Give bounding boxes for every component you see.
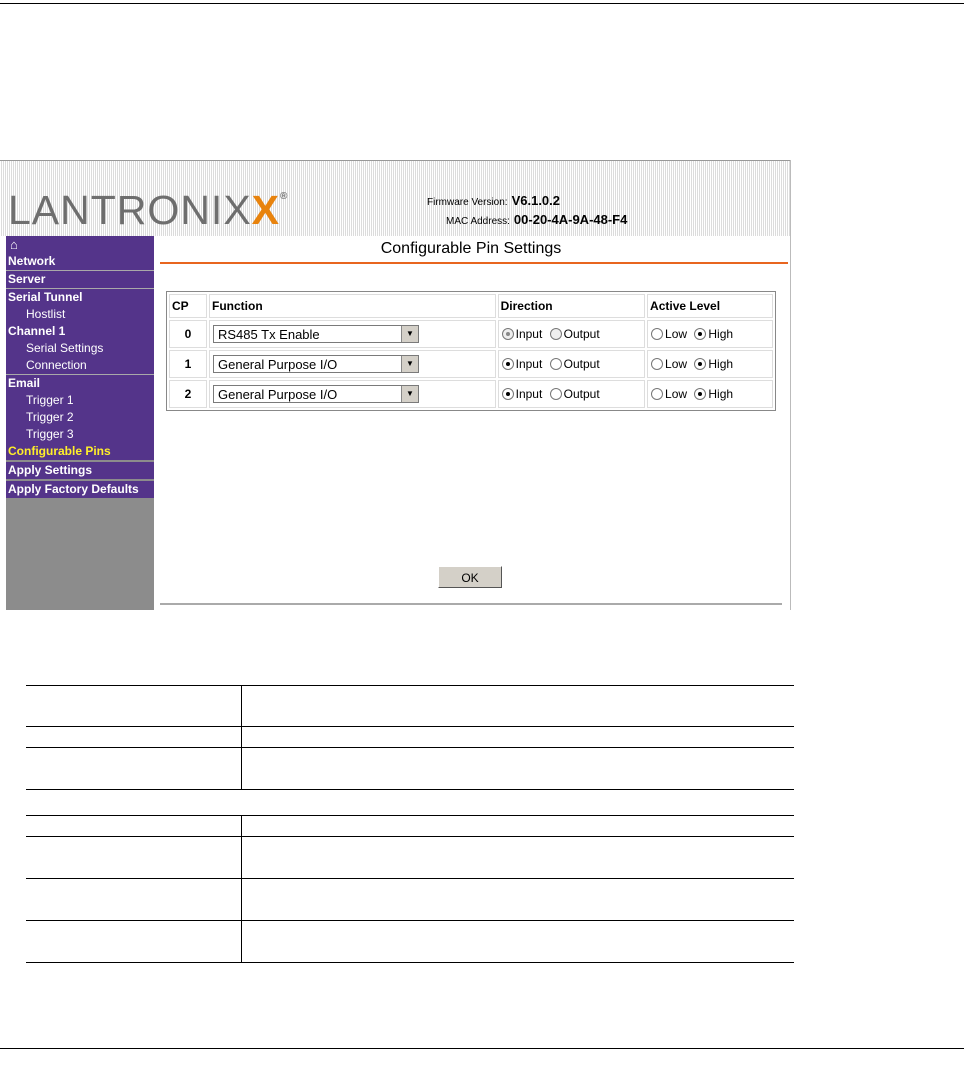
column-header-function: Function: [209, 294, 496, 318]
home-icon: ⌂: [10, 237, 18, 252]
direction-output-radio[interactable]: [550, 388, 562, 400]
sidebar-item-channel-1[interactable]: Channel 1: [8, 324, 66, 338]
function-select[interactable]: General Purpose I/O ▼: [213, 385, 419, 403]
function-select[interactable]: General Purpose I/O ▼: [213, 355, 419, 373]
table-row: [26, 837, 794, 879]
main-panel: [156, 236, 790, 610]
cp-number: 0: [169, 320, 207, 348]
table-row: [26, 790, 794, 816]
header-bar: [0, 160, 790, 237]
column-header-direction: Direction: [498, 294, 645, 318]
level-low-radio[interactable]: [651, 358, 663, 370]
page-title: Configurable Pin Settings: [380, 240, 562, 257]
direction-output-radio[interactable]: [550, 328, 562, 340]
sidebar-item-apply-factory-defaults[interactable]: Apply Factory Defaults: [8, 482, 139, 496]
sidebar-item-configurable-pins[interactable]: Configurable Pins: [8, 444, 111, 458]
bottom-divider: [160, 603, 782, 605]
level-low-radio[interactable]: [651, 388, 663, 400]
level-high-radio[interactable]: [694, 388, 706, 400]
dropdown-arrow-icon[interactable]: ▼: [401, 386, 418, 402]
table-row: 0 RS485 Tx Enable ▼ Input Output Low High: [169, 320, 773, 348]
dropdown-arrow-icon[interactable]: ▼: [401, 326, 418, 342]
direction-input-radio[interactable]: [502, 358, 514, 370]
sidebar-item-network[interactable]: Network: [8, 254, 56, 268]
firmware-version: Firmware Version: V6.1.0.2: [427, 193, 561, 208]
sidebar: [6, 236, 154, 610]
table-row: [26, 879, 794, 921]
table-row: [26, 685, 794, 727]
sidebar-item-connection[interactable]: Connection: [26, 358, 87, 372]
nav-menu: [6, 253, 154, 498]
table-row: 2 General Purpose I/O ▼ Input Output Low High: [169, 380, 773, 408]
function-select[interactable]: RS485 Tx Enable ▼: [213, 325, 419, 343]
level-low-radio[interactable]: [651, 328, 663, 340]
title-underline: [160, 262, 788, 264]
table-row: [26, 727, 794, 748]
cp-number: 1: [169, 350, 207, 378]
table-row: [26, 921, 794, 963]
home-link[interactable]: [6, 236, 154, 253]
sidebar-item-serial-settings[interactable]: Serial Settings: [26, 341, 104, 355]
lantronix-logo: LANTRONIXX®: [8, 187, 289, 233]
dropdown-arrow-icon[interactable]: ▼: [401, 356, 418, 372]
sidebar-item-email[interactable]: Email: [8, 376, 41, 390]
mac-address: MAC Address: 00-20-4A-9A-48-F4: [446, 212, 628, 227]
sidebar-item-serial-tunnel[interactable]: Serial Tunnel: [8, 290, 83, 304]
table-row: [26, 816, 794, 837]
bottom-rule: [0, 1048, 964, 1049]
direction-input-radio[interactable]: [502, 328, 514, 340]
direction-output-radio[interactable]: [550, 358, 562, 370]
level-high-radio[interactable]: [694, 328, 706, 340]
ok-button[interactable]: OK: [438, 566, 502, 588]
sidebar-item-hostlist[interactable]: Hostlist: [26, 307, 66, 321]
top-rule: [0, 3, 964, 4]
column-header-cp: CP: [169, 294, 207, 318]
table-row: [26, 748, 794, 790]
direction-input-radio[interactable]: [502, 388, 514, 400]
sidebar-item-apply-settings[interactable]: Apply Settings: [8, 463, 93, 477]
table-row: 1 General Purpose I/O ▼ Input Output Low High: [169, 350, 773, 378]
sidebar-item-trigger-1[interactable]: Trigger 1: [26, 393, 74, 407]
cp-number: 2: [169, 380, 207, 408]
pin-settings-table: [166, 291, 776, 411]
level-high-radio[interactable]: [694, 358, 706, 370]
column-header-active-level: Active Level: [647, 294, 773, 318]
sidebar-item-trigger-3[interactable]: Trigger 3: [26, 427, 74, 441]
sidebar-item-trigger-2[interactable]: Trigger 2: [26, 410, 74, 424]
screenshot-frame: [0, 160, 791, 610]
sidebar-item-server[interactable]: Server: [8, 272, 46, 286]
